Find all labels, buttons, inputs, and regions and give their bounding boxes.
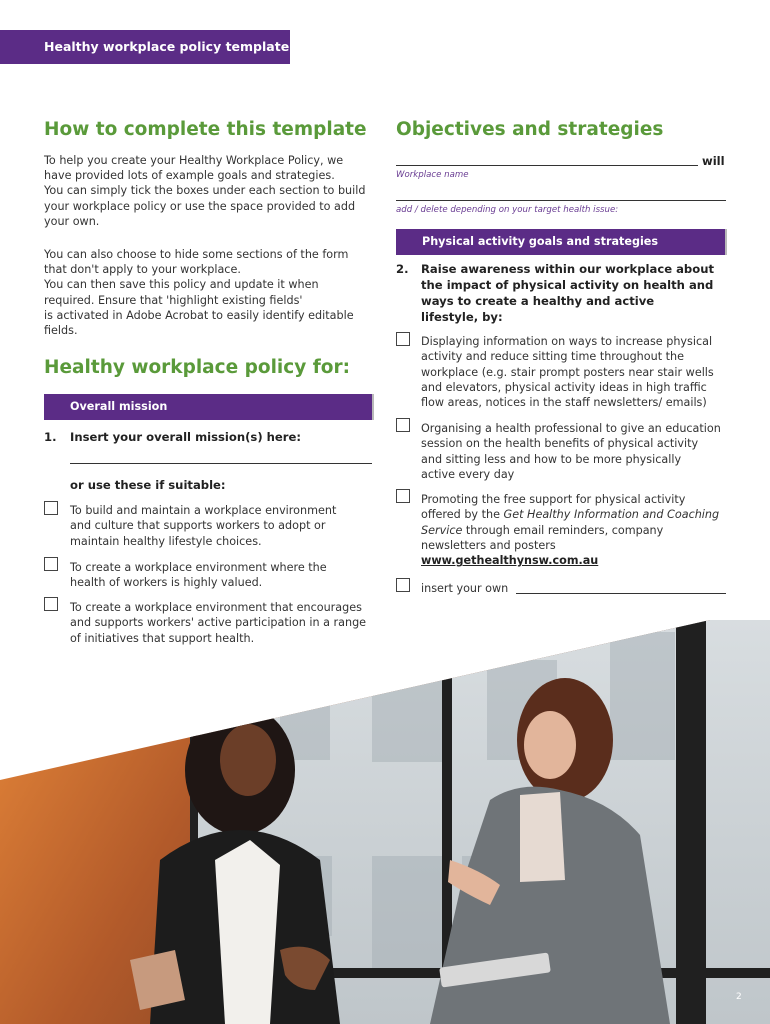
strategy-line: workplace (e.g. stair prompt posters near stair wells <box>421 365 714 379</box>
will-label: will <box>702 154 725 168</box>
mission-option-3-checkbox[interactable] <box>44 597 58 611</box>
strategy-line: and sitting less and how to be more physically <box>421 452 682 466</box>
intro-line: your own. <box>44 214 100 228</box>
option-line: of initiatives that support health. <box>70 631 255 645</box>
option-line: health of workers is highly valued. <box>70 576 263 590</box>
objectives-heading: Objectives and strategies <box>396 119 664 140</box>
office-photo <box>0 620 770 1024</box>
physical-activity-band <box>396 229 727 255</box>
intro-line: your workplace policy or use the space provided to add <box>44 199 356 213</box>
goal-line: ways to create a healthy and active <box>421 294 655 308</box>
strategy-1-text <box>421 334 741 410</box>
health-issue-input-line[interactable] <box>396 200 726 201</box>
intro-line: You can then save this policy and update it when <box>44 278 319 292</box>
program-name: Get Healthy Information and Coaching <box>503 508 720 522</box>
strategy-3-text <box>421 492 741 568</box>
strategy-line: flow areas, notices in the staff newsletters/ emails) <box>421 396 707 410</box>
strategy-line: newsletters and posters <box>421 538 556 552</box>
strategy-text: through email reminders, company <box>462 523 664 537</box>
mission-option-1-checkbox[interactable] <box>44 501 58 515</box>
policy-for-heading: Healthy workplace policy for: <box>44 357 350 378</box>
option-line: and supports workers' active participation in a range <box>70 616 367 630</box>
option-line: maintain healthy lifestyle choices. <box>70 534 262 548</box>
option-line: To create a workplace environment where the <box>70 561 327 574</box>
strategy-line: session on the health benefits of physical activity <box>421 437 699 451</box>
intro-line: You can simply tick the boxes under each section to build <box>44 184 366 198</box>
intro-paragraph <box>44 153 379 229</box>
goal-text <box>421 261 741 325</box>
workplace-name-label: Workplace name <box>396 170 469 180</box>
goal-number: 2. <box>396 262 409 276</box>
mission-input-line[interactable] <box>70 463 372 464</box>
office-photo-illustration <box>0 620 770 1024</box>
mission-option-1-text <box>70 503 380 549</box>
intro-line: is activated in Adobe Acrobat to easily identify editable <box>44 308 354 322</box>
physical-activity-label: Physical activity goals and strategies <box>422 235 659 248</box>
strategy-1-checkbox[interactable] <box>396 332 410 346</box>
goal-line: lifestyle, by: <box>421 310 503 324</box>
strategy-text: offered by the <box>421 508 504 522</box>
option-line: To build and maintain a workplace environment <box>70 504 337 517</box>
intro-line: required. Ensure that 'highlight existing fields' <box>44 293 303 307</box>
strategy-line <box>421 507 741 522</box>
gethealthy-link[interactable]: www.gethealthynsw.com.au <box>421 554 599 568</box>
add-delete-label: add / delete depending on your target health issue: <box>396 205 619 215</box>
page-number: 2 <box>736 992 742 1002</box>
or-use-label: or use these if suitable: <box>70 478 226 492</box>
insert-own-input-line[interactable] <box>516 593 726 594</box>
intro-paragraph-2 <box>44 247 379 338</box>
strategy-line: Promoting the free support for physical activity <box>421 493 686 506</box>
strategy-line: and elevators, physical activity ideas in high traffic <box>421 380 707 394</box>
option-line: To create a workplace environment that encourages <box>70 601 362 614</box>
mission-number: 1. <box>44 430 57 444</box>
overall-mission-band <box>44 394 374 420</box>
strategy-line <box>421 523 741 538</box>
intro-line: that don't apply to your workplace. <box>44 263 241 277</box>
intro-line: You can also choose to hide some sections of the form <box>44 248 349 261</box>
strategy-line: Displaying information on ways to increase physical <box>421 335 713 348</box>
goal-line: the impact of physical activity on health and <box>421 278 714 292</box>
how-to-heading: How to complete this template <box>44 119 367 140</box>
workplace-name-input-line[interactable] <box>396 165 698 166</box>
strategy-own-checkbox[interactable] <box>396 578 410 592</box>
strategy-2-text <box>421 421 741 482</box>
mission-option-2-checkbox[interactable] <box>44 557 58 571</box>
strategy-line: active every day <box>421 467 515 481</box>
strategy-line: activity and reduce sitting time throughout the <box>421 350 685 364</box>
intro-line: have provided lots of example goals and strategies. <box>44 169 335 183</box>
template-title: Healthy workplace policy template <box>44 39 290 54</box>
strategy-line: Organising a health professional to give an education <box>421 422 721 435</box>
strategy-2-checkbox[interactable] <box>396 418 410 432</box>
program-name: Service <box>421 523 463 537</box>
intro-line: fields. <box>44 324 78 338</box>
insert-own-label: insert your own <box>421 582 509 595</box>
overall-mission-label: Overall mission <box>70 400 168 413</box>
template-header-bar <box>0 30 290 64</box>
mission-prompt: Insert your overall mission(s) here: <box>70 430 301 444</box>
strategy-3-checkbox[interactable] <box>396 489 410 503</box>
option-line: and culture that supports workers to adopt or <box>70 519 326 533</box>
goal-line: Raise awareness within our workplace about <box>421 262 714 276</box>
mission-option-2-text <box>70 560 380 591</box>
intro-line: To help you create your Healthy Workplace Policy, we <box>44 154 344 167</box>
